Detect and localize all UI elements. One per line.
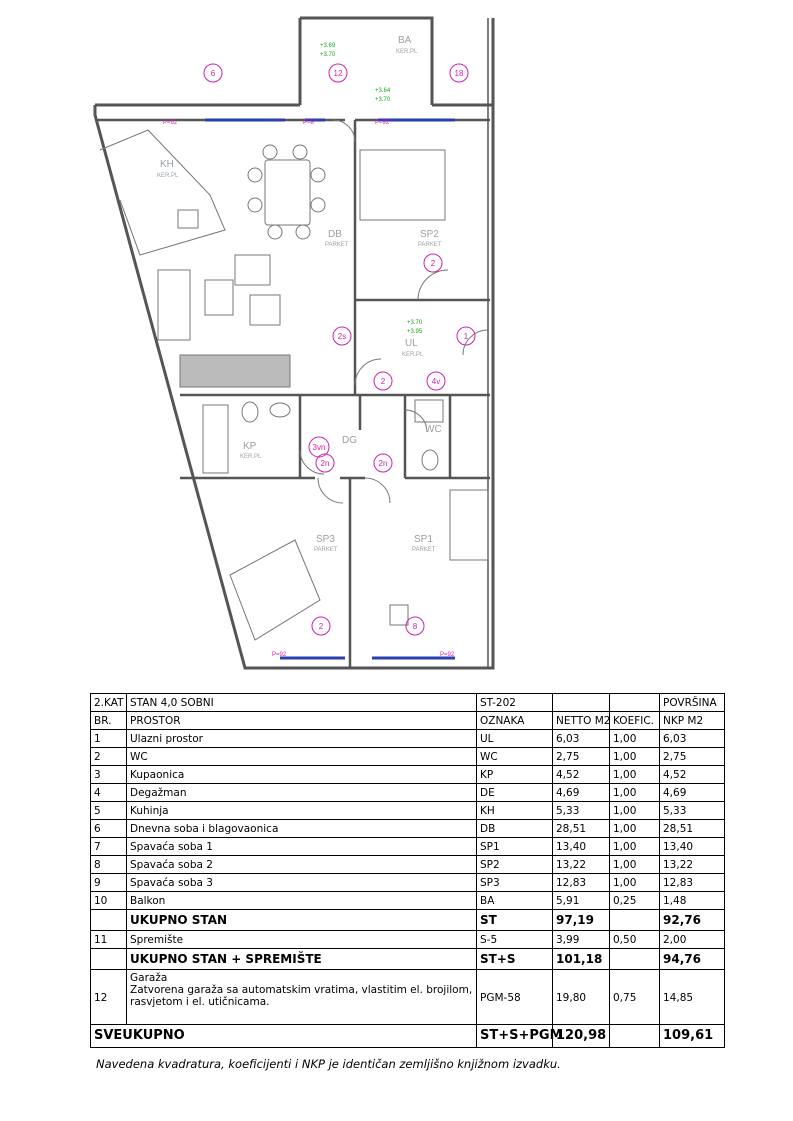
cell-koef: 1,00 [610, 820, 660, 838]
room-label-kh: KH [160, 159, 174, 170]
table-title-row [91, 694, 725, 712]
area-heading-cell: POVRŠINA [660, 694, 725, 712]
cell-prostor: Ulazni prostor [127, 730, 477, 748]
tag-2-sp2: 2 [430, 259, 436, 268]
cell-oznaka: SP3 [477, 874, 553, 892]
cell-koef: 0,25 [610, 892, 660, 910]
room-floor-kp: KER.PL [240, 454, 262, 460]
cell-nkp: 1,48 [660, 892, 725, 910]
total-flat-code: ST [477, 910, 553, 931]
floor-cell: 2.KAT [91, 694, 127, 712]
room-label-sp2: SP2 [420, 229, 439, 240]
empty-cell [610, 910, 660, 931]
cell-br: 3 [91, 766, 127, 784]
cell-br: 1 [91, 730, 127, 748]
window-label-2: P=8 [303, 120, 314, 126]
cell-oznaka: SP2 [477, 856, 553, 874]
cell-nkp: 6,03 [660, 730, 725, 748]
empty-cell [610, 949, 660, 970]
cell-nkp: 4,52 [660, 766, 725, 784]
cell-koef: 1,00 [610, 856, 660, 874]
cell-nkp: 12,83 [660, 874, 725, 892]
garage-netto: 19,80 [553, 970, 610, 1025]
column-header-netto: NETTO M2 [553, 712, 610, 730]
table-row [91, 802, 725, 820]
room-label-kp: KP [243, 441, 257, 452]
tag-3vn: 3vn [312, 443, 326, 452]
cell-prostor: Kuhinja [127, 802, 477, 820]
total-flat-label: UKUPNO STAN [127, 910, 477, 931]
unit-type-cell: STAN 4,0 SOBNI [127, 694, 477, 712]
room-label-ba: BA [398, 35, 412, 46]
cell-koef: 1,00 [610, 748, 660, 766]
storage-row [91, 931, 725, 949]
window-label-1: P=92 [163, 120, 178, 126]
cell-prostor: Kupaonica [127, 766, 477, 784]
empty-cell [91, 910, 127, 931]
storage-oznaka: S-5 [477, 931, 553, 949]
room-label-db: DB [328, 229, 342, 240]
room-floor-kh: KER.PL [157, 173, 179, 179]
empty-cell [553, 694, 610, 712]
cell-netto: 4,69 [553, 784, 610, 802]
cell-br: 6 [91, 820, 127, 838]
cell-netto: 6,03 [553, 730, 610, 748]
cell-netto: 13,40 [553, 838, 610, 856]
room-floor-sp3: PARKET [314, 547, 338, 553]
cell-nkp: 2,75 [660, 748, 725, 766]
tag-2-sp3: 2 [318, 622, 324, 631]
cell-oznaka: BA [477, 892, 553, 910]
cell-netto: 4,52 [553, 766, 610, 784]
garage-oznaka: PGM-58 [477, 970, 553, 1025]
footnote: Navedena kvadratura, koeficijenti i NKP je identičan zemljišno knjižnom izvadku. [96, 1057, 561, 1071]
garage-prostor: Garaža Zatvorena garaža sa automatskim vratima, vlastitim el. brojilom, rasvjetom i el. utičnicama. [127, 970, 477, 1025]
empty-cell [91, 949, 127, 970]
cell-oznaka: WC [477, 748, 553, 766]
cell-netto: 5,33 [553, 802, 610, 820]
table-row [91, 892, 725, 910]
cell-prostor: Dnevna soba i blagovaonica [127, 820, 477, 838]
cell-netto: 13,22 [553, 856, 610, 874]
column-header-br: BR. [91, 712, 127, 730]
total-flat-storage-nkp: 94,76 [660, 949, 725, 970]
cell-prostor: Degažman [127, 784, 477, 802]
storage-nkp: 2,00 [660, 931, 725, 949]
room-floor-sp2: PARKET [418, 242, 442, 248]
table-row [91, 766, 725, 784]
grand-total-label: SVEUKUPNO [91, 1025, 477, 1048]
grand-total-nkp: 109,61 [660, 1025, 725, 1048]
total-flat-netto: 97,19 [553, 910, 610, 931]
total-flat-storage-netto: 101,18 [553, 949, 610, 970]
level-marks [320, 43, 423, 335]
cell-nkp: 4,69 [660, 784, 725, 802]
column-header-prostor: PROSTOR [127, 712, 477, 730]
table-row [91, 748, 725, 766]
cell-oznaka: KH [477, 802, 553, 820]
cell-br: 4 [91, 784, 127, 802]
room-floor-ba: KER.PL [396, 49, 418, 55]
storage-koef: 0,50 [610, 931, 660, 949]
garage-koef: 0,75 [610, 970, 660, 1025]
level-mark-2: +3.70 [320, 52, 336, 58]
area-table-wrapper [90, 693, 724, 1048]
cell-prostor: WC [127, 748, 477, 766]
level-mark-3: +3.64 [375, 88, 391, 94]
room-floor-sp1: PARKET [412, 547, 436, 553]
tag-2n-left: 2n [320, 459, 330, 468]
cell-koef: 1,00 [610, 784, 660, 802]
garage-nkp: 14,85 [660, 970, 725, 1025]
cell-koef: 1,00 [610, 838, 660, 856]
room-floor-db: PARKET [325, 242, 349, 248]
cell-oznaka: UL [477, 730, 553, 748]
room-rows [91, 730, 725, 910]
cell-prostor: Balkon [127, 892, 477, 910]
garage-row [91, 970, 725, 1025]
interior-walls [95, 120, 490, 668]
cell-netto: 28,51 [553, 820, 610, 838]
garage-br: 12 [91, 970, 127, 1025]
cell-nkp: 28,51 [660, 820, 725, 838]
tag-6: 6 [210, 69, 216, 78]
table-row [91, 820, 725, 838]
grand-total-netto: 120,98 [553, 1025, 610, 1048]
table-row [91, 838, 725, 856]
grand-total-code: ST+S+PGM [477, 1025, 553, 1048]
furniture [100, 130, 488, 640]
room-label-sp1: SP1 [414, 534, 433, 545]
tag-2n-right: 2n [378, 459, 388, 468]
cell-nkp: 13,22 [660, 856, 725, 874]
cell-br: 5 [91, 802, 127, 820]
tag-12: 12 [333, 69, 343, 78]
cell-netto: 2,75 [553, 748, 610, 766]
column-header-koef: KOEFIC. [610, 712, 660, 730]
window-label-4: P=92 [272, 652, 287, 658]
level-mark-6: +3.95 [407, 329, 423, 335]
grand-total-row [91, 1025, 725, 1048]
level-mark-5: +3.70 [407, 320, 423, 326]
table-header-row [91, 712, 725, 730]
tag-2s: 2s [337, 332, 347, 341]
cell-koef: 1,00 [610, 730, 660, 748]
cell-br: 10 [91, 892, 127, 910]
room-label-sp3: SP3 [316, 534, 335, 545]
cell-koef: 1,00 [610, 874, 660, 892]
empty-cell [610, 694, 660, 712]
empty-cell [610, 1025, 660, 1048]
outer-walls [95, 18, 493, 668]
total-flat-storage-code: ST+S [477, 949, 553, 970]
cell-koef: 1,00 [610, 802, 660, 820]
window-labels [163, 120, 455, 658]
tag-8: 8 [412, 622, 418, 631]
cell-netto: 12,83 [553, 874, 610, 892]
cell-nkp: 13,40 [660, 838, 725, 856]
storage-prostor: Spremište [127, 931, 477, 949]
table-row [91, 856, 725, 874]
window-label-3: P=92 [375, 120, 390, 126]
total-flat-row [91, 910, 725, 931]
tag-4v: 4v [431, 377, 441, 386]
cell-br: 8 [91, 856, 127, 874]
cell-netto: 5,91 [553, 892, 610, 910]
cell-br: 2 [91, 748, 127, 766]
room-label-ul: UL [405, 338, 418, 349]
cell-prostor: Spavaća soba 3 [127, 874, 477, 892]
room-label-wc: WC [425, 424, 442, 435]
cell-prostor: Spavaća soba 1 [127, 838, 477, 856]
cell-oznaka: KP [477, 766, 553, 784]
room-label-dg: DG [342, 435, 357, 446]
table-row [91, 730, 725, 748]
cell-oznaka: DB [477, 820, 553, 838]
column-header-nkp: NKP M2 [660, 712, 725, 730]
tag-1: 1 [463, 332, 469, 341]
area-table [90, 693, 725, 1048]
level-mark-1: +3.69 [320, 43, 336, 49]
windows [205, 120, 455, 658]
total-flat-storage-label: UKUPNO STAN + SPREMIŠTE [127, 949, 477, 970]
total-flat-nkp: 92,76 [660, 910, 725, 931]
storage-netto: 3,99 [553, 931, 610, 949]
table-row [91, 784, 725, 802]
cell-prostor: Spavaća soba 2 [127, 856, 477, 874]
tag-2-ul: 2 [380, 377, 386, 386]
unit-code-cell: ST-202 [477, 694, 553, 712]
cell-br: 7 [91, 838, 127, 856]
total-flat-storage-row [91, 949, 725, 970]
cell-oznaka: DE [477, 784, 553, 802]
column-header-oznaka: OZNAKA [477, 712, 553, 730]
cell-br: 9 [91, 874, 127, 892]
window-label-5: P=92 [440, 652, 455, 658]
cell-oznaka: SP1 [477, 838, 553, 856]
room-floor-ul: KER.PL [402, 352, 424, 358]
tag-18: 18 [454, 69, 464, 78]
table-row [91, 874, 725, 892]
storage-br: 11 [91, 931, 127, 949]
level-mark-4: +3.70 [375, 97, 391, 103]
cell-nkp: 5,33 [660, 802, 725, 820]
cell-koef: 1,00 [610, 766, 660, 784]
door-swings [300, 120, 488, 503]
